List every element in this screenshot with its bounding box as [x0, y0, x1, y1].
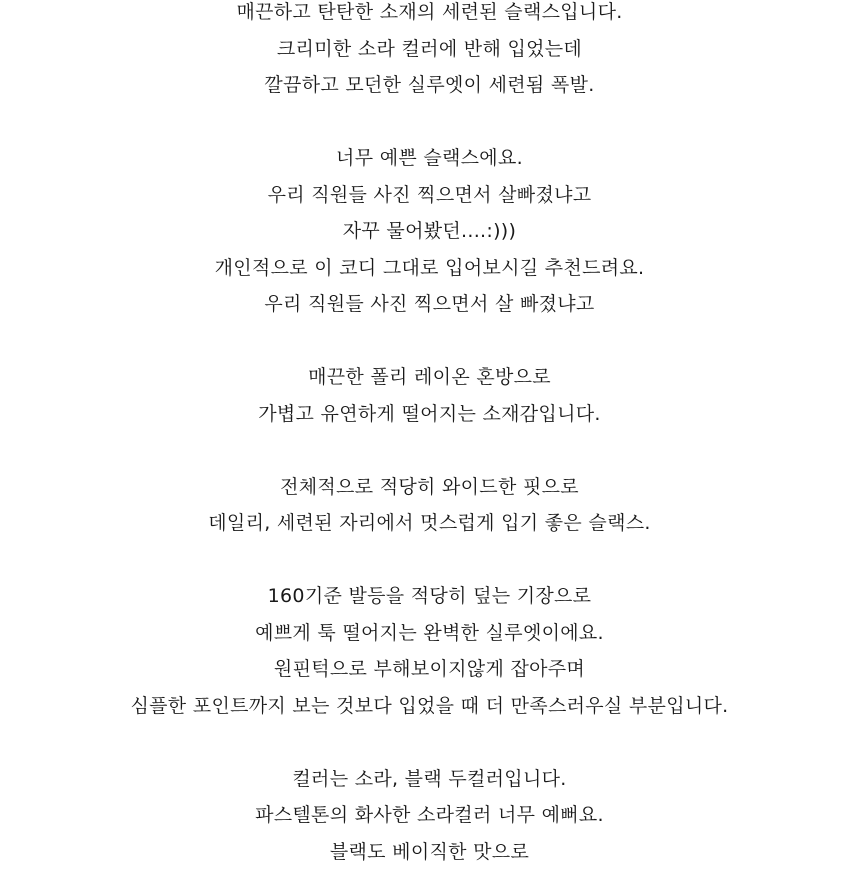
paragraph-spacer	[0, 104, 859, 141]
text-line: 크리미한 소라 컬러에 반해 입었는데	[0, 31, 859, 68]
text-line: 자꾸 물어봤던....:)))	[0, 213, 859, 250]
text-line: 블랙도 베이직한 맛으로	[0, 834, 859, 870]
text-line: 개인적으로 이 코디 그대로 입어보시길 추천드려요.	[0, 250, 859, 287]
text-line: 우리 직원들 사진 찍으면서 살 빠졌냐고	[0, 286, 859, 323]
text-line: 깔끔하고 모던한 실루엣이 세련됨 폭발.	[0, 67, 859, 104]
text-line: 예쁘게 툭 떨어지는 완벽한 실루엣이에요.	[0, 615, 859, 652]
text-line: 160기준 발등을 적당히 덮는 기장으로	[0, 578, 859, 615]
text-line: 원핀턱으로 부해보이지않게 잡아주며	[0, 651, 859, 688]
text-line: 심플한 포인트까지 보는 것보다 입었을 때 더 만족스러우실 부분입니다.	[0, 688, 859, 725]
paragraph-material	[0, 359, 859, 432]
text-line: 우리 직원들 사진 찍으면서 살빠졌냐고	[0, 177, 859, 214]
paragraph-spacer	[0, 323, 859, 360]
paragraph-fit	[0, 469, 859, 542]
paragraph-fabric-intro	[0, 0, 859, 104]
paragraph-review	[0, 140, 859, 323]
text-line: 매끈하고 탄탄한 소재의 세련된 슬랙스입니다.	[0, 0, 859, 31]
text-line: 전체적으로 적당히 와이드한 핏으로	[0, 469, 859, 506]
text-line: 너무 예쁜 슬랙스에요.	[0, 140, 859, 177]
text-line: 데일리, 세련된 자리에서 멋스럽게 입기 좋은 슬랙스.	[0, 505, 859, 542]
paragraph-spacer	[0, 432, 859, 469]
paragraph-length	[0, 578, 859, 724]
paragraph-colors	[0, 761, 859, 870]
text-line: 매끈한 폴리 레이온 혼방으로	[0, 359, 859, 396]
text-line: 가볍고 유연하게 떨어지는 소재감입니다.	[0, 396, 859, 433]
text-line: 파스텔톤의 화사한 소라컬러 너무 예뻐요.	[0, 797, 859, 834]
paragraph-spacer	[0, 724, 859, 761]
text-line: 컬러는 소라, 블랙 두컬러입니다.	[0, 761, 859, 798]
paragraph-spacer	[0, 542, 859, 579]
